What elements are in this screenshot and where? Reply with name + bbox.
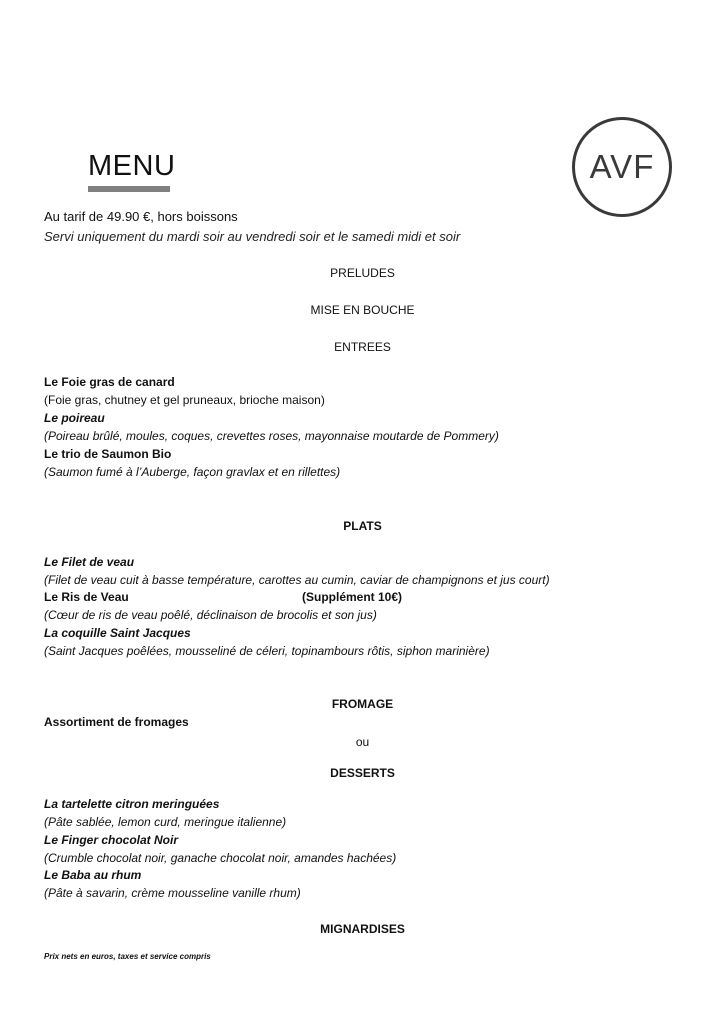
dessert-desc: (Crumble chocolat noir, ganache chocolat noir, amandes hachées) bbox=[44, 851, 397, 865]
plat-name: Le Filet de veau bbox=[44, 555, 135, 569]
menu-price: Au tarif de 49.90 €, hors boissons bbox=[44, 209, 238, 224]
plat-supplement: (Supplément 10€) bbox=[302, 590, 403, 604]
section-preludes: PRELUDES bbox=[330, 266, 395, 280]
plat-desc: (Filet de veau cuit à basse température, carottes au cumin, caviar de champignons et jus court) bbox=[44, 573, 550, 587]
entree-name: Le trio de Saumon Bio bbox=[44, 447, 172, 461]
dessert-name: La tartelette citron meringuées bbox=[44, 797, 220, 811]
fromage-item: Assortiment de fromages bbox=[44, 715, 189, 729]
dessert-desc: (Pâte à savarin, crème mousseline vanille rhum) bbox=[44, 886, 301, 900]
plat-name: La coquille Saint Jacques bbox=[44, 626, 191, 640]
logo-text: AVF bbox=[589, 148, 655, 185]
avf-logo bbox=[572, 117, 672, 217]
menu-title: MENU bbox=[88, 150, 176, 182]
entree-desc: (Foie gras, chutney et gel pruneaux, brioche maison) bbox=[44, 393, 325, 407]
price-footnote: Prix nets en euros, taxes et service compris bbox=[44, 952, 211, 961]
section-entrees: ENTREES bbox=[334, 340, 391, 354]
dessert-name: Le Finger chocolat Noir bbox=[44, 833, 179, 847]
section-fromage: FROMAGE bbox=[331, 697, 394, 711]
entree-name: Le Foie gras de canard bbox=[44, 375, 175, 389]
entree-desc: (Poireau brûlé, moules, coques, crevettes roses, mayonnaise moutarde de Pommery) bbox=[44, 429, 499, 443]
plat-name: Le Ris de Veau bbox=[44, 590, 129, 604]
menu-availability: Servi uniquement du mardi soir au vendredi soir et le samedi midi et soir bbox=[44, 229, 461, 244]
dessert-name: Le Baba au rhum bbox=[44, 868, 142, 882]
entree-name: Le poireau bbox=[44, 411, 105, 425]
section-plats: PLATS bbox=[343, 519, 382, 533]
title-underline bbox=[88, 186, 170, 192]
section-desserts: DESSERTS bbox=[330, 766, 395, 780]
plat-desc: (Cœur de ris de veau poêlé, déclinaison de brocolis et son jus) bbox=[44, 608, 377, 622]
or-separator: ou bbox=[355, 735, 370, 749]
dessert-desc: (Pâte sablée, lemon curd, meringue italienne) bbox=[44, 815, 287, 829]
entree-desc: (Saumon fumé à l’Auberge, façon gravlax et en rillettes) bbox=[44, 465, 341, 479]
section-mise-en-bouche: MISE EN BOUCHE bbox=[310, 303, 415, 317]
section-mignardises: MIGNARDISES bbox=[320, 922, 405, 936]
plat-desc: (Saint Jacques poêlées, mousseliné de céleri, topinambours rôtis, siphon marinière) bbox=[44, 644, 490, 658]
